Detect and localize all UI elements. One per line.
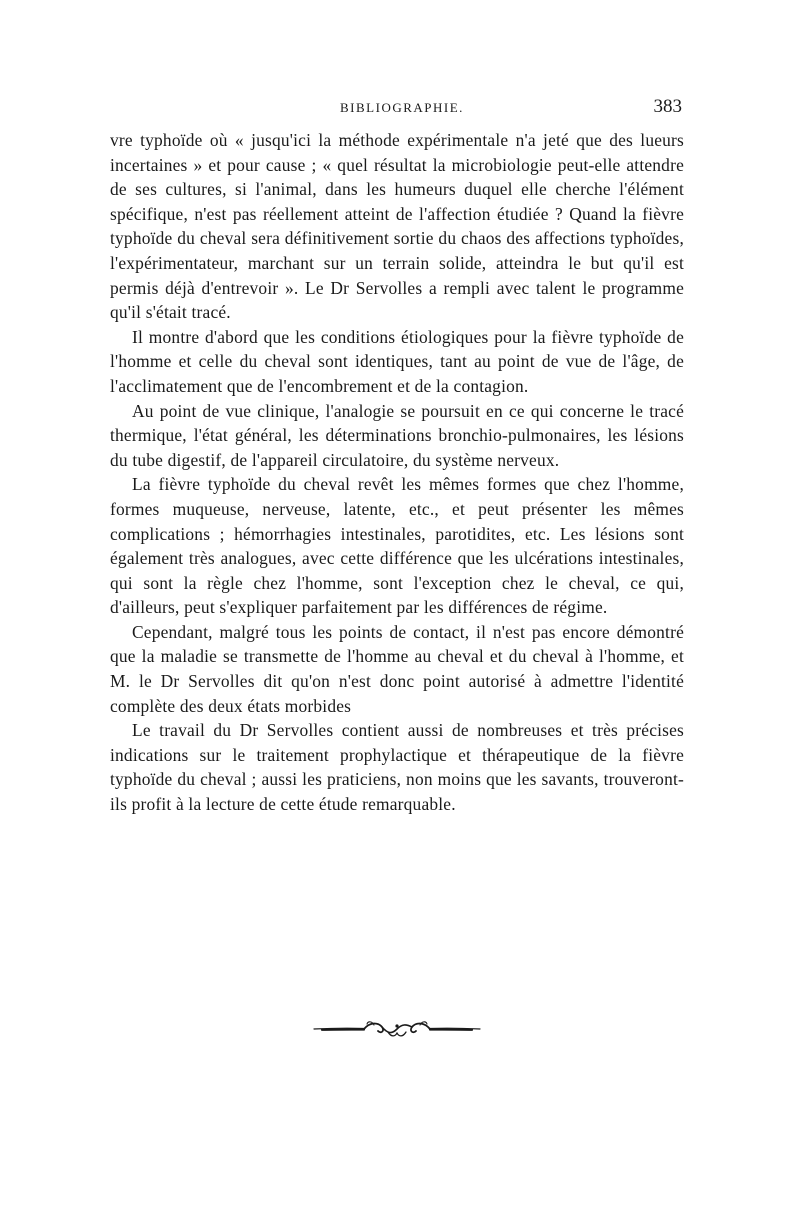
paragraph-1: vre typhoïde où « jusqu'ici la méthode expérimentale n'a jeté que des lueurs incertaines » et pour cause ; « quel résultat la microbiologie peut-elle attendre de ses cultures, si l'animal, dans les humeurs duquel elle cherche l'élément spécifique, n'est pas réellement atteint de l'affection étudiée ? Quand la fièvre typhoïde du cheval sera définitivement sortie du chaos des affections typhoïdes, l'expérimentateur, marchant sur un terrain solide, atteindra le but qu'il est permis déjà d'entrevoir ». Le Dr Servolles a rempli avec talent le programme qu'il s'était tracé. [110, 130, 684, 323]
body-text [110, 128, 684, 817]
running-title: BIBLIOGRAPHIE. [340, 100, 464, 115]
paragraph-3: Au point de vue clinique, l'analogie se poursuit en ce qui concerne le tracé thermique, l'état général, les déterminations bronchio-pulmonaires, les lésions du tube digestif, de l'appareil circulatoire, du système nerveux. [110, 400, 684, 470]
tailpiece-ornament-icon [312, 1018, 482, 1040]
running-head [108, 96, 686, 122]
paragraph-2: Il montre d'abord que les conditions étiologiques pour la fièvre typhoïde de l'homme et celle du cheval sont identiques, tant au point de vue de l'âge, de l'acclimatement que de l'encombrement et de la contagion. [110, 326, 684, 396]
paragraph-4: La fièvre typhoïde du cheval revêt les mêmes formes que chez l'homme, formes muqueuse, nerveuse, latente, etc., et peut présenter les mêmes complications ; hémorrhagies intestinales, parotidites, etc. Les lésions sont également très analogues, avec cette différence que les ulcérations intestinales, qui sont la règle chez l'homme, sont l'exception chez le cheval, ce qui, d'ailleurs, peut s'expliquer parfaitement par les différences de régime. [110, 474, 684, 618]
paragraph-6: Le travail du Dr Servolles contient aussi de nombreuses et très précises indications sur le traitement prophylactique et thérapeutique de la fièvre typhoïde du cheval ; aussi les praticiens, non moins que les savants, trouveront-ils profit à la lecture de cette étude remarquable. [110, 720, 684, 815]
paragraph-5: Cependant, malgré tous les points de contact, il n'est pas encore démontré que la maladie se transmette de l'homme au cheval et du cheval à l'homme, et M. le Dr Servolles dit qu'on n'est donc point autorisé à admettre l'identité complète des deux états morbides [110, 621, 684, 716]
page-number: 383 [653, 96, 682, 117]
